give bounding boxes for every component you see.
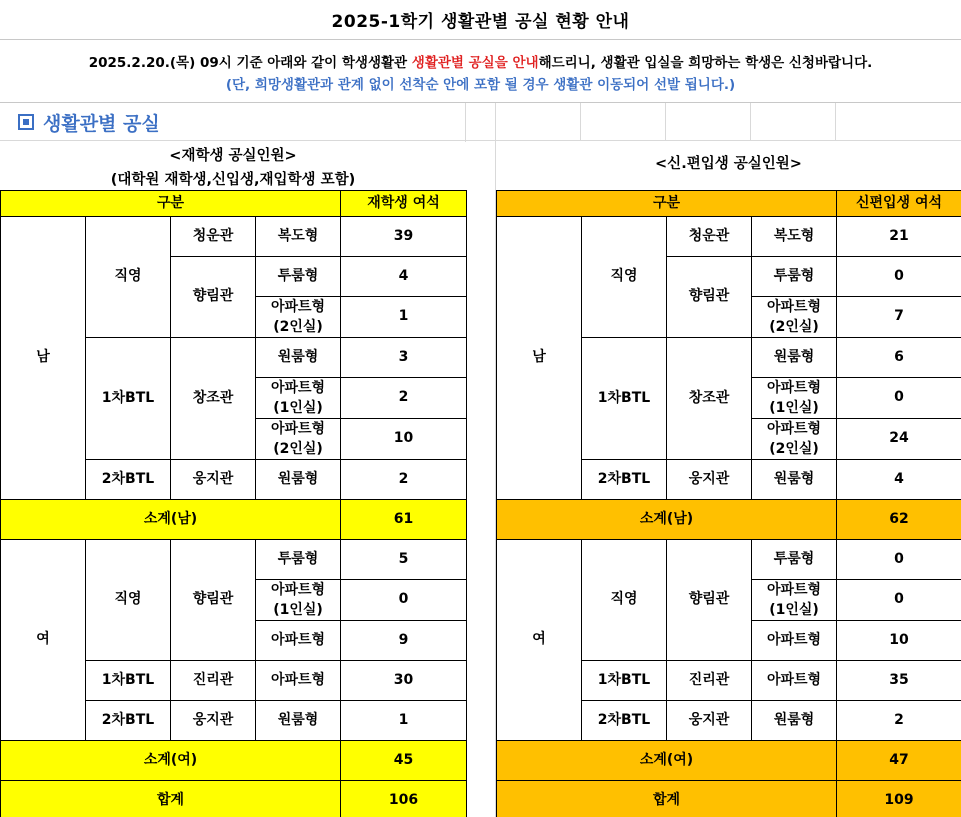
vacancy-value: 0 bbox=[837, 378, 961, 419]
room-type: 아파트형 bbox=[752, 661, 837, 701]
vacancy-value: 4 bbox=[837, 460, 961, 500]
operator-direct: 직영 bbox=[582, 540, 667, 661]
square-bullet-icon bbox=[18, 114, 34, 130]
vacancy-value: 6 bbox=[837, 338, 961, 378]
room-type: 투룸형 bbox=[256, 257, 341, 297]
operator-btl2: 2차BTL bbox=[582, 460, 667, 500]
right-heading-title: <신.편입생 공실인원> bbox=[655, 156, 802, 172]
vacancy-value: 30 bbox=[341, 661, 467, 701]
total-label: 합계 bbox=[497, 781, 837, 817]
total-value: 109 bbox=[837, 781, 961, 817]
subtotal-female-value: 45 bbox=[341, 741, 467, 781]
vacancy-value: 1 bbox=[341, 297, 467, 338]
dorm-hyanglim: 향림관 bbox=[667, 540, 752, 661]
dorm-cheongun: 청운관 bbox=[171, 217, 256, 257]
room-type: 복도형 bbox=[752, 217, 837, 257]
operator-btl1: 1차BTL bbox=[86, 661, 171, 701]
room-type: 복도형 bbox=[256, 217, 341, 257]
header-value: 신편입생 여석 bbox=[837, 191, 961, 217]
notice-highlight: 생활관별 공실을 안내 bbox=[411, 55, 539, 71]
dorm-ungji: 웅지관 bbox=[171, 701, 256, 741]
dorm-jinri: 진리관 bbox=[667, 661, 752, 701]
dorm-cheongun: 청운관 bbox=[667, 217, 752, 257]
new-transfer-vacancy-table bbox=[496, 190, 961, 817]
vacancy-value: 4 bbox=[341, 257, 467, 297]
dorm-ungji: 웅지관 bbox=[667, 701, 752, 741]
notice-line-1: 2025.2.20.(목) 09시 기준 아래와 같이 학생생활관 생활관별 공실을 안내해드리니, 생활관 입실을 희망하는 학생은 신청바랍니다. bbox=[88, 55, 873, 71]
dorm-hyanglim: 향림관 bbox=[667, 257, 752, 338]
subtotal-male-label: 소계(남) bbox=[497, 500, 837, 540]
room-type: 투룸형 bbox=[752, 540, 837, 580]
room-type: 아파트형 (1인실) bbox=[256, 580, 341, 621]
subtotal-male-value: 62 bbox=[837, 500, 961, 540]
room-type: 원룸형 bbox=[752, 338, 837, 378]
left-heading-title: <재학생 공실인원> bbox=[169, 148, 297, 164]
operator-btl1: 1차BTL bbox=[582, 338, 667, 460]
room-type: 아파트형 (2인실) bbox=[256, 297, 341, 338]
operator-btl2: 2차BTL bbox=[582, 701, 667, 741]
operator-btl2: 2차BTL bbox=[86, 701, 171, 741]
right-heading bbox=[496, 152, 961, 176]
subtotal-female-value: 47 bbox=[837, 741, 961, 781]
vacancy-value: 0 bbox=[837, 257, 961, 297]
room-type: 투룸형 bbox=[256, 540, 341, 580]
dorm-hyanglim: 향림관 bbox=[171, 540, 256, 661]
room-type: 아파트형 bbox=[256, 661, 341, 701]
vacancy-value: 0 bbox=[837, 540, 961, 580]
subtotal-male-value: 61 bbox=[341, 500, 467, 540]
operator-btl1: 1차BTL bbox=[582, 661, 667, 701]
operator-btl2: 2차BTL bbox=[86, 460, 171, 500]
operator-direct: 직영 bbox=[86, 540, 171, 661]
room-type: 투룸형 bbox=[752, 257, 837, 297]
vacancy-value: 9 bbox=[341, 621, 467, 661]
vacancy-value: 10 bbox=[341, 419, 467, 460]
vacancy-value: 24 bbox=[837, 419, 961, 460]
vacancy-value: 39 bbox=[341, 217, 467, 257]
vacancy-value: 2 bbox=[341, 460, 467, 500]
vacancy-value: 2 bbox=[837, 701, 961, 741]
operator-btl1: 1차BTL bbox=[86, 338, 171, 460]
subtotal-female-label: 소계(여) bbox=[1, 741, 341, 781]
left-heading-subtitle: (대학원 재학생,신입생,재입학생 포함) bbox=[110, 172, 356, 188]
room-type: 원룸형 bbox=[256, 338, 341, 378]
vacancy-value: 0 bbox=[341, 580, 467, 621]
vacancy-value: 5 bbox=[341, 540, 467, 580]
subtotal-male-label: 소계(남) bbox=[1, 500, 341, 540]
room-type: 아파트형 (2인실) bbox=[752, 419, 837, 460]
header-value: 재학생 여석 bbox=[341, 191, 467, 217]
dorm-changjo: 창조관 bbox=[171, 338, 256, 460]
vacancy-value: 10 bbox=[837, 621, 961, 661]
dorm-ungji: 웅지관 bbox=[171, 460, 256, 500]
vacancy-value: 0 bbox=[837, 580, 961, 621]
vacancy-value: 2 bbox=[341, 378, 467, 419]
room-type: 아파트형 (1인실) bbox=[256, 378, 341, 419]
room-type: 원룸형 bbox=[256, 701, 341, 741]
current-student-vacancy-table bbox=[0, 190, 467, 817]
vacancy-value: 3 bbox=[341, 338, 467, 378]
vacancy-value: 7 bbox=[837, 297, 961, 338]
header-category: 구분 bbox=[1, 191, 341, 217]
gender-male: 남 bbox=[1, 217, 86, 500]
room-type: 아파트형 bbox=[752, 621, 837, 661]
room-type: 아파트형 (1인실) bbox=[752, 580, 837, 621]
operator-direct: 직영 bbox=[86, 217, 171, 338]
page-title: 2025-1학기 생활관별 공실 현황 안내 bbox=[0, 0, 961, 40]
room-type: 원룸형 bbox=[752, 701, 837, 741]
dorm-changjo: 창조관 bbox=[667, 338, 752, 460]
notice-box bbox=[0, 41, 961, 103]
room-type: 원룸형 bbox=[752, 460, 837, 500]
gender-female: 여 bbox=[497, 540, 582, 741]
gender-female: 여 bbox=[1, 540, 86, 741]
left-heading bbox=[0, 142, 466, 190]
room-type: 원룸형 bbox=[256, 460, 341, 500]
operator-direct: 직영 bbox=[582, 217, 667, 338]
total-value: 106 bbox=[341, 781, 467, 817]
room-type: 아파트형 (1인실) bbox=[752, 378, 837, 419]
total-label: 합계 bbox=[1, 781, 341, 817]
notice-line-2: (단, 희망생활관과 관계 없이 선착순 안에 포함 될 경우 생활관 이동되어 선발 됩니다.) bbox=[225, 77, 736, 93]
vacancy-value: 35 bbox=[837, 661, 961, 701]
subtotal-female-label: 소계(여) bbox=[497, 741, 837, 781]
dorm-hyanglim: 향림관 bbox=[171, 257, 256, 338]
section-title: 생활관별 공실 bbox=[18, 108, 160, 136]
gender-male: 남 bbox=[497, 217, 582, 500]
room-type: 아파트형 (2인실) bbox=[256, 419, 341, 460]
dorm-jinri: 진리관 bbox=[171, 661, 256, 701]
vacancy-value: 1 bbox=[341, 701, 467, 741]
header-category: 구분 bbox=[497, 191, 837, 217]
vacancy-value: 21 bbox=[837, 217, 961, 257]
room-type: 아파트형 bbox=[256, 621, 341, 661]
dorm-ungji: 웅지관 bbox=[667, 460, 752, 500]
room-type: 아파트형 (2인실) bbox=[752, 297, 837, 338]
